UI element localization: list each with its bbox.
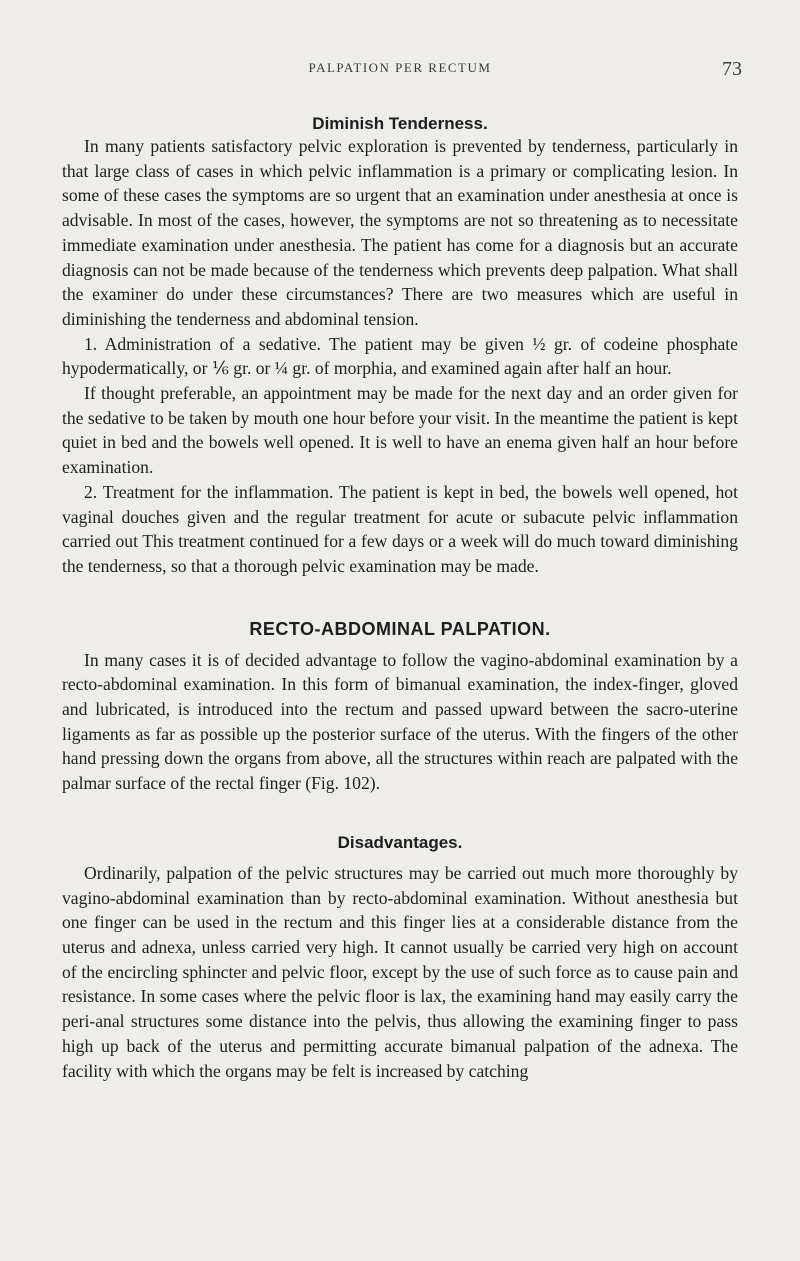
page-body	[62, 114, 738, 1083]
paragraph: Ordinarily, palpation of the pelvic structures may be carried out much more thoroughly by vagino-abdominal examination than by recto-abdominal examination. Without anesthesia but one finger can be used in the rectum and this finger lies at a considerable distance from the uterus and adnexa, unless carried very high. It cannot usually be carried very high on account of the encircling sphincter and pelvic floor, except by the use of such force as to cause pain and resistance. In some cases where the pelvic floor is lax, the examining hand may easily carry the peri-anal structures some distance into the pelvis, thus allowing the examining finger to pass high up back of the uterus and permitting accurate bimanual palpation of the adnexa. The facility with which the organs may be felt is increased by catching	[62, 862, 738, 1081]
section-heading-diminish-tenderness: Diminish Tenderness.	[312, 114, 488, 133]
paragraph: In many patients satisfactory pelvic exploration is prevented by tenderness, particularly in that large class of cases in which pelvic inflammation is a primary or complicating lesion. In some of these cases the symptoms are so urgent that an examination under anesthesia at once is advisable. In most of the cases, however, the symptoms are not so threatening as to necessitate immediate examination under anesthesia. The patient has come for a diagnosis but an accurate diagnosis can not be made because of the tenderness which prevents deep palpation. What shall the examiner do under these circumstances? There are two measures which are useful in diminishing the tenderness and abdominal tension.	[62, 136, 738, 329]
page-number: 73	[722, 58, 742, 80]
paragraph: 1. Administration of a sedative. The patient may be given ½ gr. of codeine phosphate hypodermatically, or ⅙ gr. or ¼ gr. of morphia, and examined again after half an hour.	[62, 333, 738, 379]
running-head: PALPATION PER RECTUM	[308, 60, 492, 75]
paragraph: If thought preferable, an appointment may be made for the next day and an order given for the sedative to be taken by mouth one hour before your visit. In the meantime the patient is kept quiet in bed and the bowels well opened. It is well to have an enema given half an hour before examination.	[62, 383, 738, 478]
section-heading-recto-abdominal-palpation: RECTO-ABDOMINAL PALPATION.	[249, 618, 551, 639]
paragraph: In many cases it is of decided advantage to follow the vagino-abdominal examination by a recto-abdominal examination. In this form of bimanual examination, the index-finger, gloved and lubricated, is introduced into the rectum and passed upward between the sacro-uterine ligaments as far as possible up the posterior surface of the uterus. With the fingers of the other hand pressing down the organs from above, all the structures within reach are palpated with the palmar surface of the rectal finger (Fig. 102).	[62, 649, 738, 794]
paragraph: 2. Treatment for the inflammation. The patient is kept in bed, the bowels well opened, hot vaginal douches given and the regular treatment for acute or subacute pelvic inflammation carried out This treatment continued for a few days or a week will do much toward diminishing the tenderness, so that a thorough pelvic examination may be made.	[62, 481, 738, 576]
section-heading-disadvantages: Disadvantages.	[337, 832, 463, 852]
